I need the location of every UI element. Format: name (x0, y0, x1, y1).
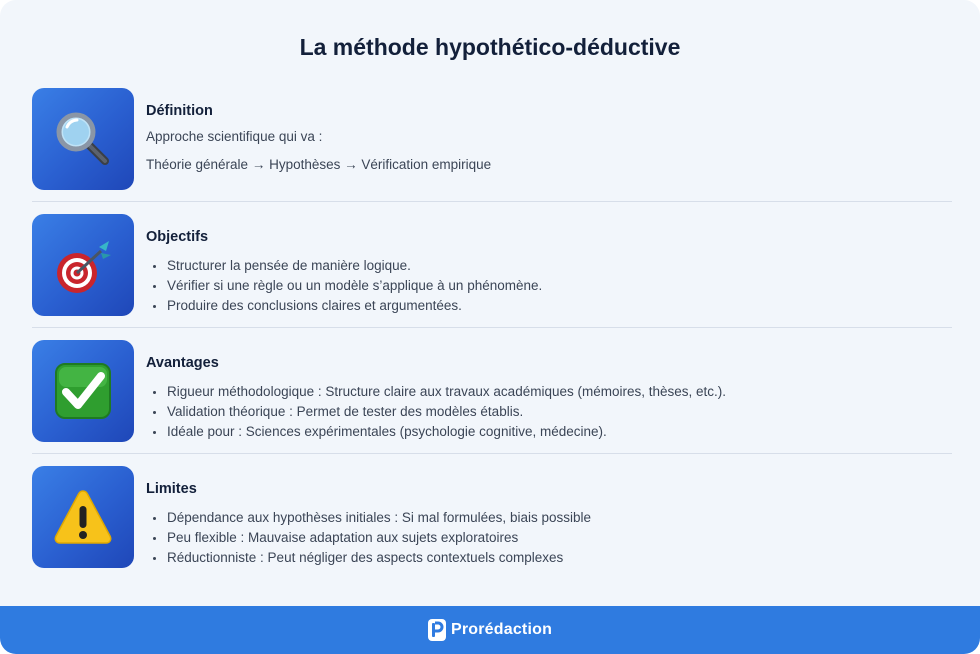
limites-list (152, 508, 591, 568)
list-item: Idéale pour : Sciences expérimentales (psychologie cognitive, médecine). (152, 422, 726, 442)
list-item: Réductionniste : Peut négliger des aspects contextuels complexes (152, 548, 591, 568)
list-item: Structurer la pensée de manière logique. (152, 256, 542, 276)
section-objectifs (32, 214, 952, 316)
divider (32, 201, 952, 202)
avantages-tile (32, 340, 134, 442)
section-heading: Définition (146, 103, 213, 119)
list-item: Peu flexible : Mauvaise adaptation aux sujets exploratoires (152, 528, 591, 548)
definition-tile (32, 88, 134, 190)
list-item: Vérifier si une règle ou un modèle s’applique à un phénomène. (152, 276, 542, 296)
footer-bar (0, 606, 980, 654)
section-heading: Objectifs (146, 229, 209, 245)
section-definition (32, 88, 952, 190)
list-item: Validation théorique : Permet de tester des modèles établis. (152, 402, 726, 422)
brand-name: Prorédaction (450, 621, 553, 638)
section-heading: Avantages (146, 355, 219, 371)
target-dart-icon (51, 233, 115, 297)
check-mark-icon (53, 361, 113, 421)
objectifs-list (152, 256, 542, 316)
section-heading: Limites (146, 481, 197, 497)
page-title: La méthode hypothético-déductive (299, 34, 681, 60)
warning-icon (52, 486, 114, 548)
list-item: Produire des conclusions claires et argumentées. (152, 296, 542, 316)
definition-flow: Théorie générale → Hypothèses → Vérification empirique (146, 157, 492, 172)
section-avantages (32, 340, 952, 442)
proredaction-logo-icon (428, 619, 446, 641)
limites-tile (32, 466, 134, 568)
avantages-list (152, 382, 726, 442)
definition-intro: Approche scientifique qui va : (146, 129, 323, 144)
divider (32, 453, 952, 454)
magnifying-glass-icon (51, 107, 115, 171)
list-item: Rigueur méthodologique : Structure claire aux travaux académiques (mémoires, thèses, etc.). (152, 382, 726, 402)
objectifs-tile (32, 214, 134, 316)
divider (32, 327, 952, 328)
list-item: Dépendance aux hypothèses initiales : Si mal formulées, biais possible (152, 508, 591, 528)
section-limites (32, 466, 952, 568)
